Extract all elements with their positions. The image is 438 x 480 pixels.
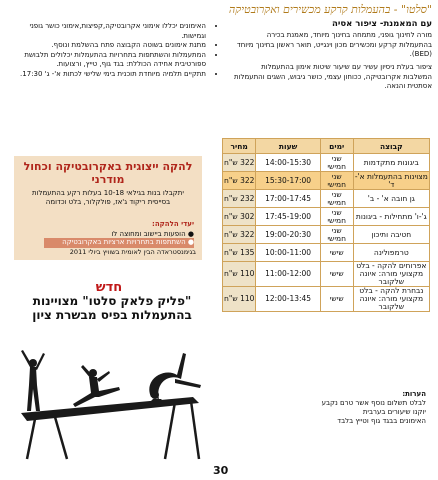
promo-goal-item: ● הופעות ביישוב ומחוצה לו [111,230,194,238]
hours-cell: 17:00-17:45 [256,190,320,208]
new-badge: חדש [95,280,123,295]
group-cell: ביגונות מתקדמות [353,154,429,172]
promo-goals-title: יעדי הלהקה: [152,220,194,228]
days-cell: שני חמישי [320,226,353,244]
promo-title: להקה ייצוגית באקרובטיקה וכחול מודרני [23,160,193,186]
beam-leg [27,419,35,459]
group-cell: ג'-ו' מתחילות - ביגונות [353,208,429,226]
table-row [223,190,430,208]
hours-cell: 14:00-15:30 [256,154,320,172]
days-cell: שני חמישי [320,190,353,208]
beam-leg [191,401,199,459]
group-cell: אפרוחים להקה - בלט מקצועי מורה: איונה שלקובר [353,262,429,287]
days-cell: שישי [320,244,353,262]
gymnast-walkover-figure [149,353,201,403]
days-cell: שני חמישי [320,154,353,172]
hours-cell: 19:00-20:30 [256,226,320,244]
price-cell: 110 ש"ח [223,287,256,312]
table-row [223,262,430,287]
price-cell: 302 ש"ח [223,208,256,226]
group-cell: חטיבה ותיכון [353,226,429,244]
hours-cell: 10:00-11:00 [256,244,320,262]
price-cell: 322 ש"ח [223,154,256,172]
dance-troupe-promo-box [14,156,202,260]
days-cell: שני חמישי [320,172,353,190]
days-cell: שישי [320,287,353,312]
schedule-table [222,138,430,312]
price-cell: 135 ש"ח [223,244,256,262]
page-header-title: "סלטו" - בהעמלות קרקע מכשירים ואקרובטיקה [228,3,432,16]
col-header-days: ימים [320,139,353,154]
promo-goal-item: ● השתתפות בתחרויות ארציות באקרובטיקה [44,238,194,248]
price-cell: 110 ש"ח [223,262,256,287]
col-header-hours: שעות [256,139,320,154]
promo-goal-item: בגימנסטראדה הבין לאומית בשוויץ ביולי 2011 [69,248,196,256]
table-row [223,154,430,172]
price-cell: 322 ש"ח [223,226,256,244]
page-number: 30 [213,464,229,477]
table-header-row [223,139,430,154]
group-cell: נבחרת להקה - בלט מקצועי מורה: איונה שלקובר [353,287,429,312]
note-line: יוקנו שיעורים בערבית [362,408,426,416]
notes-title: הערות: [402,390,426,398]
days-cell: שני חמישי [320,208,353,226]
gymnast-leap-figure [73,365,120,407]
hours-cell: 17:45-19:00 [256,208,320,226]
instructor-line: עם המאמנת- ציפור אסיה [332,19,432,29]
instructor-method-paragraph: ציפור בעלת ניסיון עשיר עם שיעור שיטות אימון בהתעמלות המשלבות אקרובטיקה, ככוחון עצמי, כושר גיבוש, השגים והתעמלות אסתטית והנאה. [233,63,432,90]
beam-leg [165,402,175,459]
table-row [223,287,430,312]
new-program-title: "פליק פלאק סלטו" מצויינות בהתעמלות בפיס מבשרת ציון [32,294,192,322]
group-cell: טרמפולינה [353,244,429,262]
notes-section [276,390,426,426]
hours-cell: 15:30-17:00 [256,172,320,190]
col-header-group: קבוצה [353,139,429,154]
table-row [223,208,430,226]
instructor-bio-paragraph: מורה לחינוך גופני, מתמחה בחינוך מיוחד, מאמנת בכירה בהתעמלות קרקע ומכשירים מכון וינגייט, תואר ראשון בחינוך מיוחד (BED). [236,31,432,58]
table-row [223,226,430,244]
program-details-list [8,22,218,79]
price-cell: 232 ש"ח [223,190,256,208]
group-cell: גן חובה א' - ב' [353,190,429,208]
table-row [223,244,430,262]
list-item: • מתנת אימונים בשוטה הקבוצה פתח בהשלמת ונוסף. [8,41,206,51]
group-cell: מצוינות בהתעמלות א'-ד' [354,171,428,189]
note-line: האימונים בבגד גוף וטייץ בלבד [337,417,426,425]
days-cell: שישי [320,262,353,287]
gymnasts-silhouette-illustration [15,345,205,461]
hours-cell: 11:00-12:00 [256,262,320,287]
col-header-price: מחיר [223,139,256,154]
table-row [223,172,430,190]
list-item: • תתקיים תלמיה מיוחדת תוכנית בימי שלישי לכתות א'- ג' 17:30. [8,70,206,80]
list-item: • המתעמלות והשתתפות בתחרויות בהתעמלות יכלולים תלבושת ספורטיבית אחידה הכוללת: בגד גוף, טייץ, ורצועות. [8,51,206,70]
beam-leg [55,417,67,459]
hours-cell: 12:00-13:45 [256,287,320,312]
list-item: • האימונים יכללו אימוני אקרובטיקה,קפיצות,אימוני כושר גופני וגמישות. [8,22,206,41]
promo-body: יתקבלו בנות בגילאי 10-18 בעלות רקע בהתעמלות בסייסית ריקוד ג'אז, פולקלור, בלט וכדומה [32,189,184,206]
price-cell: 322 ש"ח [223,172,256,190]
gymnast-standing-figure [21,350,45,411]
note-line: לבלט תשלום נוסף אשר טרם נקבע [321,399,426,407]
